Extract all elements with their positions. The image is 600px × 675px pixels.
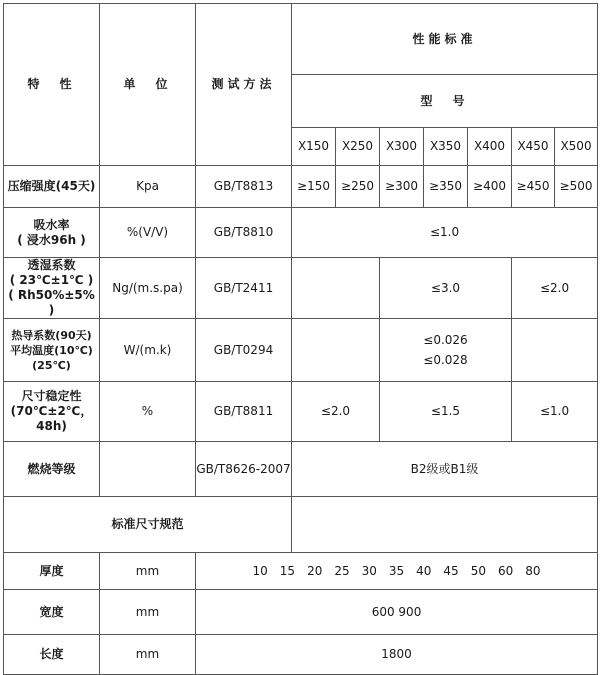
unit-cell: Kpa (100, 166, 196, 208)
grade-label: X300 (380, 128, 424, 166)
value-cell: B2级或B1级 (292, 442, 598, 497)
property-name: 压缩强度(45天) (4, 166, 100, 208)
property-name (4, 258, 100, 319)
header-property: 特 性 (4, 4, 100, 166)
property-name-line: (70℃±2℃，48h) (10, 404, 93, 433)
property-name-line: ( 浸水96h ) (17, 232, 86, 247)
property-name: 厚度 (4, 553, 100, 590)
value-line: ≤0.028 (423, 352, 468, 367)
grade-label: X350 (424, 128, 468, 166)
header-unit: 单 位 (100, 4, 196, 166)
performance-table (3, 3, 598, 675)
row-length (4, 635, 598, 675)
value-cell: ≥350 (424, 166, 468, 208)
property-name: 燃烧等级 (4, 442, 100, 497)
value-cell: ≥250 (336, 166, 380, 208)
property-name-line: 透湿系数 (27, 258, 76, 272)
unit-cell: W/(m.k) (100, 319, 196, 382)
method-cell: GB/T2411 (196, 258, 292, 319)
grade-label: X400 (468, 128, 512, 166)
row-thermal-conductivity (4, 319, 598, 382)
grade-label: X250 (336, 128, 380, 166)
method-cell: GB/T8626-2007 (196, 442, 292, 497)
value-cell: ≤1.0 (512, 382, 598, 442)
value-cell-empty (292, 258, 380, 319)
value-cell: ≤2.0 (512, 258, 598, 319)
value-cell-empty (512, 319, 598, 382)
value-cell: ≤1.0 (292, 208, 598, 258)
property-name-line: 尺寸稳定性 (21, 389, 82, 403)
value-cell: ≥450 (512, 166, 555, 208)
dimension-values: 1800 (196, 635, 598, 675)
value-cell: ≥300 (380, 166, 424, 208)
row-thickness (4, 553, 598, 590)
property-name (4, 208, 100, 258)
grade-label: X150 (292, 128, 336, 166)
property-name-line: 吸水率 (33, 217, 70, 232)
property-name-line: (25℃) (32, 358, 71, 372)
property-name-line: 平均温度(10℃) (10, 343, 93, 357)
value-cell: ≥150 (292, 166, 336, 208)
method-cell: GB/T8810 (196, 208, 292, 258)
method-cell: GB/T0294 (196, 319, 292, 382)
property-name-line: ( 23℃±1℃ ) (9, 273, 94, 287)
header-row-1 (4, 4, 598, 75)
unit-cell: % (100, 382, 196, 442)
value-cell: ≥400 (468, 166, 512, 208)
header-method: 测试方法 (196, 4, 292, 166)
grade-label: X500 (555, 128, 598, 166)
row-vapor-permeability (4, 258, 598, 319)
value-cell: ≤3.0 (380, 258, 512, 319)
dimension-values: 10 15 20 25 30 35 40 45 50 60 80 (196, 553, 598, 590)
unit-cell: Ng/(m.s.pa) (100, 258, 196, 319)
unit-cell-empty (100, 442, 196, 497)
unit-cell: %(V/V) (100, 208, 196, 258)
unit-cell: mm (100, 635, 196, 675)
property-name: 长度 (4, 635, 100, 675)
row-water-absorption (4, 208, 598, 258)
header-model: 型 号 (292, 75, 598, 128)
method-cell: GB/T8811 (196, 382, 292, 442)
dimension-values: 600 900 (196, 590, 598, 635)
method-cell: GB/T8813 (196, 166, 292, 208)
unit-cell: mm (100, 590, 196, 635)
header-performance: 性能标准 (292, 4, 598, 75)
value-cell (380, 319, 512, 382)
property-name (4, 319, 100, 382)
property-name: 宽度 (4, 590, 100, 635)
property-name-line: 热导系数(90天) (11, 328, 92, 342)
row-compressive (4, 166, 598, 208)
value-line: ≤0.026 (423, 332, 468, 347)
value-cell: ≤1.5 (380, 382, 512, 442)
unit-cell: mm (100, 553, 196, 590)
row-fire-rating (4, 442, 598, 497)
section-title: 标准尺寸规范 (4, 497, 292, 553)
property-name (4, 382, 100, 442)
value-cell: ≥500 (555, 166, 598, 208)
value-cell-empty (292, 319, 380, 382)
row-dimensional-stability (4, 382, 598, 442)
row-width (4, 590, 598, 635)
section-empty-cell (292, 497, 598, 553)
row-standard-size (4, 497, 598, 553)
grade-label: X450 (512, 128, 555, 166)
value-cell: ≤2.0 (292, 382, 380, 442)
property-name-line: ( Rh50%±5% ) (8, 288, 95, 317)
